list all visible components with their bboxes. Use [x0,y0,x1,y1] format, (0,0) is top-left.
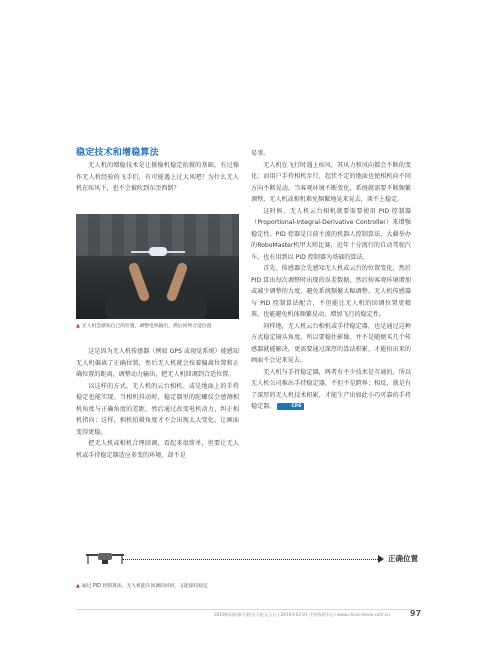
drone-photo [76,214,239,319]
paragraph: 无人机的增稳技术是让摄像机稳定拍摄的基础。有过操作无人机经验的飞手们，有可能遇上过大风吧？为什么无人机在疾风下，也不会被吹到东歪西倒？ [76,162,239,192]
footer-text: 2019数码影像手册(无人机及云台 | 2019年03-01 手机数码中心) www.china-drone.com.cn [214,612,390,617]
figure-caption: ▲ 通过 PID 控制算法，无人机能在回调的同时，又能保持稳定 [76,583,209,589]
path-line [122,559,382,560]
paragraph: 同样地，无人机云台相机或手持稳定器，也是通过这种方式稳定镜头角度。所以要稳住影像，并不是随便买几个传感器就能解决，更需要通过深厚的算法积累，才能拍出来的画面不会见来晃去。 [251,322,411,364]
paragraph: 无人机在飞行时遇上疾风，其风力和风向都会不断的变化；而用户手持相机步行，起伏不定的地面也使相机向不同方向不断晃动。当客观环境不断变化，系统就需要不断频繁调整，无人机或相机难免频繁地晃来晃去，谈不上稳定。 [251,161,411,203]
pid-diagram [76,540,416,580]
page-number: 97 [410,609,422,618]
person-silhouette [106,282,206,319]
paragraph: 无人机与手持稳定器，两者有不少技术是互通的，所以无人机公司推出手持稳定器，不但不是跨界；相反，就是有了深厚的无人机技术积累，才能生产出如此小巧可靠的手持稳定器。 CPS [251,368,411,410]
correct-position-label: 正确位置 [388,554,418,563]
end-mark-logo: CPS [277,403,303,410]
right-column [251,148,411,413]
paragraph: 这是因为无人机传感器（例如 GPS 或视觉系统）能感知无人机偏离了正确位置，然后无人机就会按着偏离位置和正确位置的距离，调整动力输出，把无人机回调到合适位置。 [76,348,239,378]
triangle-icon: ▲ [76,323,80,329]
paragraph: 把无人机或相机合理回调，看起来很简单，但要让无人机或手持稳定器适应多变的环境，却不是 [76,440,239,459]
paragraph: 易事。 [251,150,270,157]
arrow-icon [378,555,384,563]
left-column-intro [76,160,239,195]
drone-icon [149,247,167,256]
paragraph: 这时候，无人机云台相机就要需要使用 PID 控制器（Proportional-Integral-Derivative Controller）来增强稳定性。PID 控器是目前主流的机器人控制算法，大疆举办的RoboMaster机甲大师比赛，近年十分流行的自动驾驶汽车，也有用到以 PID 控制器为基础的算法。 [251,207,411,261]
triangle-icon: ▲ [76,583,80,589]
section-title: 稳定技术和增稳算法 [76,148,159,158]
paragraph: 首先，传感器会先感知无人机或云台的位置变化，然后 PID 算出每次调整时出现的误差数据，然后按客观环境增加或减少调整的力度，避免系统频繁大幅调整。无人机传感器与 PID 控制算法配合，不但能让无人机的回调位置更精准，也能避免机体频繁晃动，增加飞行的稳定性。 [251,265,411,318]
footer-divider [76,609,416,610]
left-column-body [76,346,239,461]
photo-caption: ▲ 无人机会感知自己的位置，调整电机输出，然后回到合适位置 [76,323,212,329]
paragraph: 以这样的方式，无人机的云台相机、或是地面上的手持稳定也能实现。当相机抖动时，稳定器里的陀螺仪会感测相机角度与正确角度的差距，然后通过改变电机动力，纠正相机指向；这样，相机拍摄角度才不会出现太大变化，让画面变得更稳。 [76,382,239,436]
